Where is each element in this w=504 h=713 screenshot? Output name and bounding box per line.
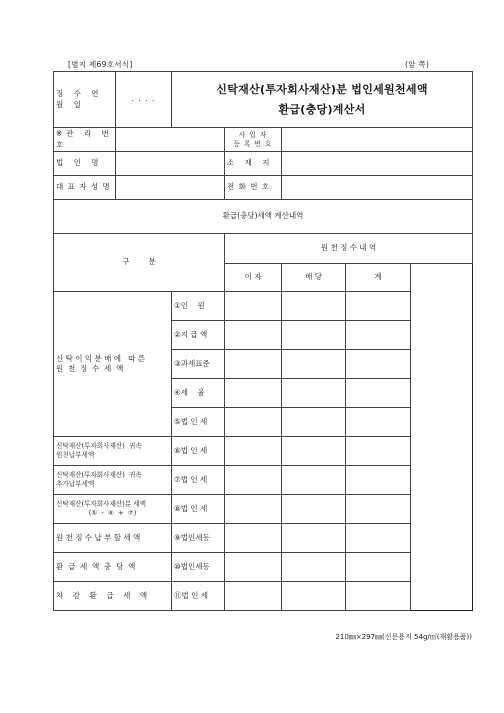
received-date-field[interactable]: . . . . [116, 72, 172, 128]
biz-reg-no-line-2: 등 록 번 호 [233, 139, 273, 148]
cell-persons-interest[interactable] [225, 292, 282, 321]
rep-name-label: 대 표 자 성 명 [54, 176, 116, 200]
title-line-2: 환급(충당)계산서 [278, 102, 366, 116]
group1-label [54, 292, 172, 437]
form-table [53, 71, 473, 611]
item-tax-base: ③과세표준 [172, 350, 225, 379]
item-corp-tax-10: ⑩법인세등 [172, 553, 225, 582]
total-header: 계 [346, 264, 411, 292]
cell-tax-rate-dividend[interactable] [282, 379, 346, 408]
cell-tax10-total[interactable] [346, 553, 411, 582]
dividend-header: 배 당 [282, 264, 346, 292]
phone-field[interactable] [282, 176, 473, 200]
footer-note: 210㎜×297㎜(신문용지 54g/㎡(재활용품)) [335, 633, 472, 641]
cell-tax9-dividend[interactable] [282, 524, 346, 553]
cell-tax6-dividend[interactable] [282, 437, 346, 466]
cell-tax-base-total[interactable] [346, 350, 411, 379]
cell-payment-total[interactable] [346, 321, 411, 350]
biz-reg-no-label [225, 128, 282, 152]
cell-tax7-total[interactable] [346, 466, 411, 495]
cell-payment-dividend[interactable] [282, 321, 346, 350]
form-number: [별지 제69호서식] [68, 60, 133, 69]
cell-tax-rate-interest[interactable] [225, 379, 282, 408]
item-tax-rate: ④세 율 [172, 379, 225, 408]
phone-label: 전 화 번 호 [225, 176, 282, 200]
cell-tax6-interest[interactable] [225, 437, 282, 466]
cell-tax-rate-total[interactable] [346, 379, 411, 408]
cell-payment-interest[interactable] [225, 321, 282, 350]
cell-persons-total[interactable] [346, 292, 411, 321]
item-corp-tax-8: ⑧법 인 세 [172, 495, 225, 524]
row8-label [54, 495, 172, 524]
cell-tax10-dividend[interactable] [282, 553, 346, 582]
item-corp-tax-9: ⑨법인세등 [172, 524, 225, 553]
item-corp-tax-7: ⑦법 인 세 [172, 466, 225, 495]
row7-label [54, 466, 172, 495]
cell-tax9-total[interactable] [346, 524, 411, 553]
mgmt-no-label: ※관 리 번 호 [54, 128, 116, 152]
cell-persons-dividend[interactable] [282, 292, 346, 321]
row11-label: 차 감 환 급 세 액 [54, 582, 172, 611]
address-field[interactable] [282, 152, 473, 176]
group1-label-line-2: 원 천 징 수 세 액 [56, 364, 124, 373]
rep-name-field[interactable] [116, 176, 225, 200]
received-date-label: 징 수 연 월 일 [54, 72, 116, 128]
cell-tax7-interest[interactable] [225, 466, 282, 495]
row8-label-line-2: (⑤ - ⑥ + ⑦) [88, 509, 137, 517]
row6-label-line-2: 원천납부세액 [56, 451, 95, 459]
cell-tax5-interest[interactable] [225, 408, 282, 437]
row7-label-line-2: 추가납부세액 [56, 480, 95, 488]
biz-reg-no-field[interactable] [282, 128, 473, 152]
cell-tax7-dividend[interactable] [282, 466, 346, 495]
withholding-details-header: 원 천 징 수 내 역 [225, 234, 473, 264]
item-corp-tax-6: ⑥법 인 세 [172, 437, 225, 466]
corp-name-field[interactable] [116, 152, 225, 176]
group1-label-line-1: 신 탁 이 익 분 배 에 따 른 [56, 353, 146, 363]
cell-tax-base-interest[interactable] [225, 350, 282, 379]
cell-tax5-total[interactable] [346, 408, 411, 437]
row8-label-line-1: 신탁재산(투자회사재산)분 세액 [56, 500, 147, 509]
row10-label: 환 급 세 액 충 당 액 [54, 553, 172, 582]
form-title [172, 72, 473, 128]
side-label: (앞 쪽) [405, 60, 430, 69]
row7-label-line-1: 신탁재산(투자회사재산) 귀속 [56, 471, 142, 480]
section-title: 환급(충당)세액 계산내역 [54, 200, 473, 234]
address-label: 소 재 지 [225, 152, 282, 176]
item-corp-tax-11: ⑪법 인 세 [172, 582, 225, 611]
cell-tax6-total[interactable] [346, 437, 411, 466]
row6-label [54, 437, 172, 466]
item-corp-tax-5: ⑤법 인 세 [172, 408, 225, 437]
biz-reg-no-line-1: 사 업 자 [238, 130, 268, 139]
cell-tax5-dividend[interactable] [282, 408, 346, 437]
cell-tax11-interest[interactable] [225, 582, 282, 611]
cell-tax9-interest[interactable] [225, 524, 282, 553]
corp-name-label: 법 인 명 [54, 152, 116, 176]
cell-tax-base-dividend[interactable] [282, 350, 346, 379]
row9-label: 원 천 징 수 납 부 할 세 액 [54, 524, 172, 553]
title-line-1: 신탁재산(투자회사재산)분 법인세원천세액 [216, 83, 428, 97]
category-header: 구 분 [54, 234, 225, 292]
mgmt-no-field[interactable] [116, 128, 225, 152]
cell-tax11-dividend[interactable] [282, 582, 346, 611]
row6-label-line-1: 신탁재산(투자회사재산) 귀속 [56, 442, 142, 451]
item-persons: ①인 원 [172, 292, 225, 321]
cell-tax8-interest[interactable] [225, 495, 282, 524]
interest-header: 이 자 [225, 264, 282, 292]
cell-tax11-total[interactable] [346, 582, 411, 611]
cell-tax8-dividend[interactable] [282, 495, 346, 524]
cell-tax8-total[interactable] [346, 495, 411, 524]
item-payment: ②지 급 액 [172, 321, 225, 350]
cell-tax10-interest[interactable] [225, 553, 282, 582]
